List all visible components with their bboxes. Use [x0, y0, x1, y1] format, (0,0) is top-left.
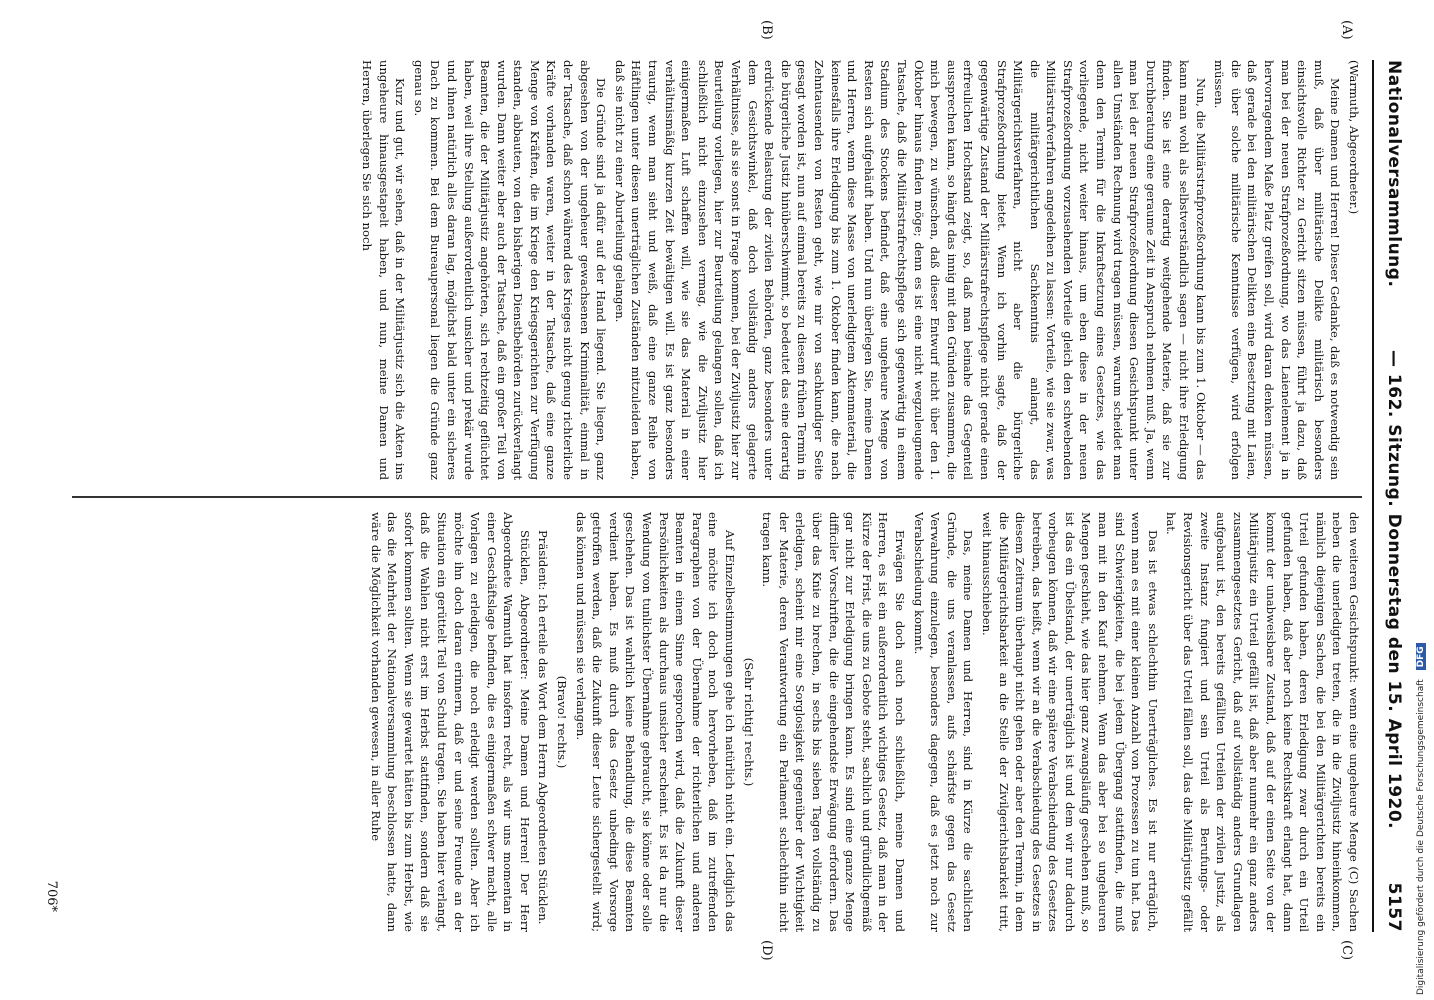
- column-divider: [72, 496, 1362, 498]
- speaker-attribution: (Warmuth, Abgeordneter.): [1347, 60, 1361, 215]
- margin-mark-c: (C): [1339, 940, 1354, 961]
- interjection: (Bravo! rechts.): [555, 675, 570, 769]
- paragraph: Auf Einzelbestimmungen gehe ich natürlich nicht ein. Lediglich das eine möchte ich doch noch hervorheben, daß im zutreffenden Paragraphen von der Übernahme der richterlichen und anderen Beamten in einem Sinne gesprochen wird, daß die Zukunft dieser Persönlichkeiten als durchaus unsicher erscheint. Es ist da nur die Wendung von tunlichster Übernahme gebraucht, sie könne oder solle geschehen. Das ist wahrlich keine Behandlung, die diese Beamten verdient haben. Es muß durch das Gesetz unbedingt Vorsorge getroffen werden, daß die Zukunft dieser Leute sichergestellt wird; das können und müssen sie verlangen.: [573, 512, 738, 932]
- president-statement: Präsident: Ich erteile das Wort dem Herrn Abgeordneten Stücklen.: [536, 530, 551, 925]
- paragraph: den weiteren Gesichtspunkt: wenn eine ungeheure Menge (C) Sachen neben die unerledigten treten, die in die Ziviljustiz hineinkommen, nämlich diejenigen Sachen, die bei den Militärgerichten bereits ein Urteil gefunden haben, deren Erledigung zwar durch ein Urteil gefunden haben, daß aber noch keine Rechtskraft erlangt hat, dann kommt der unabweisbare Zustand, daß auf der einen Seite von der Militärjustiz ein Urteil gefällt ist, daß aber nunmehr ein ganz anders zusammengesetztes Gericht, daß auf vollständig anders Grundlagen aufgebaut ist, den bereits gefällten Urteilen der zivilen Justiz, als zweite Instanz fungiert und sein Urteil als Berufungs- oder Revisionsgericht über das Urteil fällen soll, das die Militärjustiz gefällt hat.: [1164, 512, 1361, 932]
- page-header: [1374, 60, 1404, 932]
- funding-note: [1416, 5, 1434, 995]
- right-column: [62, 512, 1362, 932]
- paragraph: Das, meine Damen und Herren, sind in Kürze die sachlichen Gründe, die uns veranlassen, aufs schärfste gegen das Gesetz Verwahrung einzulegen, besonders dagegen, daß es jetzt noch zur Verabschiedung kommt.: [911, 512, 976, 932]
- paragraph: Meine Damen und Herren! Dieser Gedanke, daß es notwendig sein muß, daß über militärische Delikte militärisch besonders einsichtsvolle Richter zu Gericht sitzen müssen, führt ja dazu, daß man bei der neuen Strafprozeßordnung, wo das Laienelement ja in hervorragendem Maße Platz greifen soll, wird daran denken müssen, daß gerade bei den militärischen Delikten eine Besetzung mit Laien, die über solche militärische Kenntnisse verfügen, wird erfolgen müssen.: [1212, 60, 1343, 480]
- margin-mark-b: (B): [759, 20, 774, 40]
- paragraph: Das ist etwas schlechthin Unerträgliches. Es ist nur erträglich, wenn man es mit einer kleinen Anzahl von Prozessen zu tun hat. Das sind Schwierigkeiten, die bei jedem Übergang stattfinden, die muß man mit in den Kauf nehmen. Wenn das aber bei so ungeheuren Mengen geschieht, wie das hier ganz zwangsläufig geschehen muß, so ist das ein Übelstand, der unerträglich ist und dem wir nur dadurch vorbeugen können, daß wir eine spätere Verabschiedung des Gesetzes betreiben, das heißt, wenn wir an die Verabschiedung des Gesetzes in diesem Zeitraum überhaupt nicht gehen oder aber den Termin, in dem die Militärgerichtsbarkeit an die Stelle der Zivilgerichtsbarkeit tritt, weit hinausschieben.: [979, 512, 1160, 932]
- paragraph: Stücklen, Abgeordneter: Meine Damen und Herren! Der Herr Abgeordnete Warmuth hat insofern recht, als wir uns momentan in einer Geschäftslage befinden, die es einigermaßen schwer macht, alle Vorlagen zu erledigen, die noch erledigt werden sollten. Aber ich möchte ihn doch daran erinnern, daß er und seine Freunde an der Situation ein gerüttelt Teil von Schuld tragen. Sie haben hier verlangt, daß die Wahlen nicht erst im Herbst stattfinden, sondern daß sie sofort kommen sollten. Wenn sie gewartet hätten bis zum Herbst, wie das die Mehrheit der Nationalversammlung beschlossen hatte, dann wäre die Möglichkeit vorhanden gewesen, in aller Ruhe: [368, 512, 532, 932]
- margin-mark-a: (A): [1339, 20, 1354, 40]
- left-column: [62, 60, 1362, 480]
- paragraph: Nun, die Militärstrafprozeßordnung kann bis zum 1. Oktober — das kann man wohl als selbstverständlich sagen — nicht ihre Erledigung finden. Sie ist eine derartig weitgehende Materie, daß sie zur Durchberatung eine geraume Zeit in Anspruch nehmen muß. Ja, wenn man bei der neuen Strafprozeßordnung diesen Gesichtspunkt unter allen Umständen Rechnung wird tragen müssen, warum scheidet man denn den Termin für die Inkraftsetzung eines Gesetzes, wie das vorliegende, nicht weiter hinaus, um eben diese in der neuen Strafprozeßordnung vorzusehenden Vorteile gleich den schwebenden Militärstrafverfahren angedeihen zu lassen: Vorteile, wie sie zwar, was die militärgerichtlichen Sachkenntnis anlangt, das Militärgerichtsverfahren, nicht aber die bürgerliche Strafprozeßordnung bietet. Wenn ich vorhin sagte, daß der gegenwärtige Zustand der Militärstrafrechtspflege nicht gerade einen erfreulichen Hochstand zeigt, so, daß man beinahe das Gegenteil aussprechen kann, so hängt das innig mit den Gründen zusammen, die mich bewegen, zu wünschen, daß dieser Entwurf nicht über den 1. Oktober hinaus finden möge; denn es ist eine nicht wegzuleugnende Tatsache, daß die Militärstrafrechtspflege sich gegenwärtig in einem Stadium des Stockens befindet, daß eine ungeheure Menge von Resten sich aufgehäuft haben. Und nun überlegen Sie, meine Damen und Herren, wenn diese Masse von unerledigtem Aktenmaterial, die keinesfalls ihre Erledigung bis zum 1. Oktober finden kann, die nach Zehntausenden von Resten geht, wie mir von sachkundiger Seite gesagt worden ist, nun auf einmal bereits zu diesem frühen Termin in die bürgerliche Justiz hinüberschwimmt, so bedeutet das eine derartig erdrückende Belastung der zivilen Behörden, ganz besonders unter dem Gesichtswinkel, daß doch vollständig anders gelagerte Verhältnisse, als sie sonst in Frage kommen, bei der Ziviljustiz hier zur Beurteilung vorliegen, hier zur Beurteilung gelangen sollen, daß ich schließlich nicht einzusehen vermag, wie die Ziviljustiz hier einigermaßen Luft schaffen will, wie sie das Material in einer verhältnismäßig kurzen Zeit bewältigen will. Es ist ganz besonders traurig, wenn man sieht und weiß, daß eine ganze Reihe von Häftlingen unter diesen unerträglichen Zuständen mitzuleiden haben, daß sie nicht zu einer Aburteilung gelangen.: [612, 60, 1208, 480]
- paragraph: Erwägen Sie doch auch noch schließlich, meine Damen und Herren, es ist ein außerordentlich wichtiges Gesetz, daß man in der Kürze der Frist, die uns zu Gebote steht, sachlich und gründlichgemäß gar nicht zur Erledigung bringen kann. Es sind eine ganze Menge difficiler Vorschriften, die die eingehendste Erwägung erfordern. Das über das Knie zu brechen, in sechs bis sieben Tagen vollständig zu erledigen, scheint mir eine Sorglosigkeit gegenüber der Wichtigkeit der Materie, deren Verantwortung ein Parlament schlechthin nicht tragen kann.: [760, 512, 907, 932]
- header-page-number: 5157: [1384, 882, 1404, 932]
- page-content: [34, 20, 1414, 961]
- header-title: Nationalversammlung.: [1384, 60, 1404, 288]
- header-session: — 162. Sitzung. Donnerstag den 15. April 1920.: [1384, 350, 1404, 830]
- footer-sheet-number: 706*: [44, 880, 59, 912]
- dfg-logo: DFG: [1416, 643, 1426, 670]
- paragraph: Kurz und gut, wir sehen, daß in der Militärjustiz sich die Akten ins ungeheure hinausgestapelt haben, und nun, meine Damen und Herren, überlegen Sie sich noch: [359, 60, 408, 480]
- margin-mark-d: (D): [759, 940, 774, 961]
- interjection: (Sehr richtig! rechts.): [741, 657, 756, 787]
- funding-text: Digitalisierung gefördert durch die Deutsche Forschungsgemeinschaft: [1416, 679, 1426, 995]
- header-rule: [1372, 60, 1374, 932]
- paragraph: Die Gründe sind ja dafür auf der Hand liegend. Sie liegen, ganz abgesehen von der ungeheuer gewachsenen Kriminalität, einmal in der Tatsache, daß schon während des Krieges nicht genug richterliche Kräfte vorhanden waren, weiter in der Tatsache, daß eine ganze Menge von Kräften, die im Kriege den Kriegsgerichten zur Verfügung standen, abbauten, von den bisherigen Dienstbehörden zurückverlangt wurden. Dann weiter aber auch der Tatsache, daß ein großer Teil von Beamten, die der Militärjustiz angehörten, sich rechtzeitig geflüchtet haben, weil ihre Stellung außerordentlich unsicher und prekär wurde und ihnen natürlich alles daran lag, möglichst bald unter ein sicheres Dach zu kommen. Bei dem Bureaupersonal liegen die Gründe ganz genau so.: [411, 60, 609, 480]
- funding-strip: [1408, 0, 1434, 1000]
